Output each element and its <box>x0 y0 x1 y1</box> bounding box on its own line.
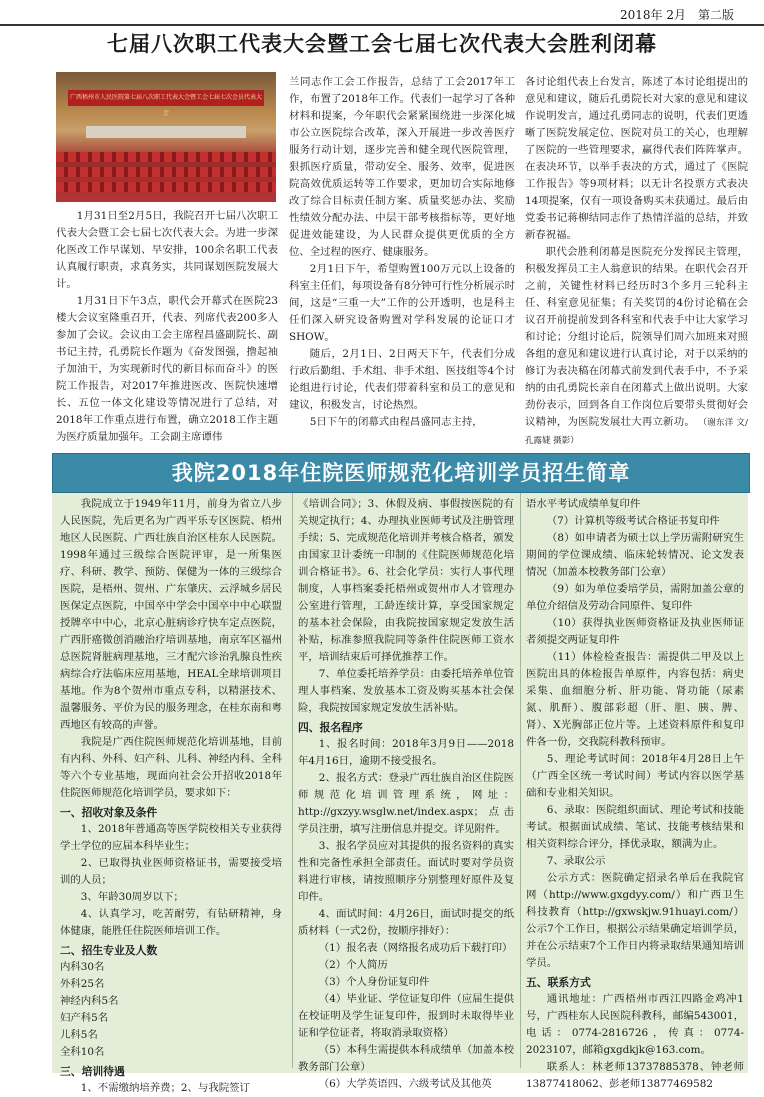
page-header <box>0 0 764 26</box>
meeting-photo <box>56 72 276 202</box>
paragraph: 1月31日至2月5日，我院召开七届八次职工代表大会暨工会七届七次代表大会。为进一步深化医改工作早谋划、早安排，100余名职工代表认真履行职责，求真务实，共同谋划医院发展大计。 <box>56 210 278 290</box>
list-item: 公示方式：医院确定招录名单后在我院官网（http://www.gxgdyy.com/）和广西卫生科技教育（http://gxwskjw.91huayi.com/）公示7个工作日，根据公示结果确定培训学员，并在公示结束7个工作日内将录取结果通知培训学员。 <box>526 872 744 969</box>
list-item: 外科25名 <box>60 978 105 990</box>
list-item: 内科30名 <box>60 961 105 973</box>
list-item: （1）报名表（网络报名成功后下载打印） <box>318 942 513 954</box>
photo-banner: 广西梧州市人民医院第七届八次职工代表大会暨工会七届七次会员代表大会 <box>68 90 264 106</box>
list-item: 2、报名方式：登录广西壮族自治区住院医师规范化培训管理系统，网址：http://gxzyy.wsglw.net/index.aspx；点击学员注册，填写注册信息并提交。详见附件。 <box>298 772 514 835</box>
article1-column-2 <box>289 74 515 431</box>
list-item: 3、年龄30周岁以下； <box>80 891 184 903</box>
paragraph: 兰同志作工会工作报告，总结了工会2017年工作，布置了2018年工作。代表们一起学习了各种材料和提案，今年职代会紧紧围绕进一步深化城市公立医院综合改革，深入开展进一步改善医疗服务行动计划，逐步完善和健全现代医院管理，狠抓医疗质量，带动安全、服务、效率，促进医院高效优质运转等工作要求，更加切合实际地修改了综合目标责任制方案、质量奖惩办法、奖励性绩效分配办法、中层干部考核指标等，更好地促进效能建设，为人民群众提供更优质的全方位、全过程的医疗、健康服务。 <box>289 76 515 258</box>
photo-seat-row <box>56 167 276 177</box>
paragraph: 各讨论组代表上台发言，陈述了本讨论组提出的意见和建议，随后孔勇院长对大家的意见和建议作说明发言，通过孔勇同志的说明，代表们更透晰了医院发展定位、医院对员工的关心，也理解了医院的一些管理要求，赢得代表们阵阵掌声。在表决环节，以举手表决的方式，通过了《医院工作报告》等9项材料；以无计名投票方式表决14项提案，仅有一项设备购买未获通过。最后由党委书记蒋柳结同志作了热情洋溢的总结，并致新春祝福。 <box>525 76 748 241</box>
list-item: 语水平考试成绩单复印件 <box>526 498 641 510</box>
list-item: （2）个人简历 <box>318 959 388 971</box>
recruitment-column-3 <box>526 496 744 1093</box>
paragraph: 随后，2月1日、2日两天下午，代表们分成行政后勤组、手术组、非手术组、医技组等4个讨论组进行讨论，代表们带着科室和员工的意见和建议，积极发言，讨论热烈。 <box>289 348 515 411</box>
list-item: 1、报名时间：2018年3月9日——2018年4月16日，逾期不接受报名。 <box>298 738 514 767</box>
photo-credit: （谢东洋 文/孔露婕 摄影） <box>525 418 748 446</box>
article1-column-3 <box>525 74 748 450</box>
list-item: （3）个人身份证复印件 <box>318 976 430 988</box>
paragraph: 7、单位委托培养学员：由委托培养单位管理人事档案、发放基本工资及购买基本社会保险，我院按国家规定发放生活补贴。 <box>298 668 514 714</box>
photo-podium <box>86 126 246 138</box>
list-item: （11）体检检查报告：需提供二甲及以上医院出具的体检报告单原件，内容包括：病史采集、血细胞分析、肝功能、肾功能（尿素氮、肌酐）、腹部彩超（肝、胆、胰、脾、肾）、X光胸部正位片等。上述资料原件和复印件各一份，交我院科教科预审。 <box>526 651 744 748</box>
recruitment-title-banner <box>52 453 750 493</box>
contact-address: 通讯地址：广西梧州市西江四路金鸡冲1号，广西桂东人民医院科教科，邮编543001，电话：0774-2816726，传真：0774-2023107，邮箱gxgdkjk@163.com。 <box>526 993 744 1056</box>
issue-date: 2018年 2月 第二版 <box>620 8 734 22</box>
list-item: 3、报名学员应对其提供的报名资料的真实性和完备性承担全部责任。面试时要对学员资料进行审核，请按照顺序分别整理好原件及复印件。 <box>298 840 514 903</box>
paragraph: 我院是广西住院医师规范化培训基地，目前有内科、外科、妇产科、儿科、神经内科、全科等六个专业基地，现面向社会公开招收2018年住院医师规范化培训学员，要求如下： <box>60 736 282 799</box>
paragraph: 5日下午的闭幕式由程昌盛同志主持， <box>309 416 483 428</box>
list-item: 儿科5名 <box>60 1029 98 1041</box>
list-item: （4）毕业证、学位证复印件（应届生提供在校证明及学生证复印件，报到时未取得毕业证和学位证者，将取消录取资格） <box>298 993 514 1039</box>
list-item: 7、录取公示 <box>546 855 606 867</box>
list-item: 1、不需缴纳培养费；2、与我院签订 <box>80 1082 250 1094</box>
section-heading: 五、联系方式 <box>526 976 591 989</box>
list-item: （6）大学英语四、六级考试及其他英 <box>318 1078 492 1090</box>
list-item: 4、认真学习，吃苦耐劳，有钻研精神，身体健康，能胜任住院医师培训工作。 <box>60 908 282 937</box>
list-item: 妇产科5名 <box>60 1012 109 1024</box>
section-heading: 三、培训待遇 <box>60 1065 125 1078</box>
section-heading: 二、招生专业及人数 <box>60 944 158 957</box>
article-title: 七届八次职工代表大会暨工会七届七次代表大会胜利闭幕 <box>107 31 657 56</box>
column-divider <box>292 493 293 1068</box>
list-item: （10）获得执业医师资格证及执业医师证者须提交两证复印件 <box>526 617 744 646</box>
list-item: （5）本科生需提供本科成绩单（加盖本校教务部门公章） <box>298 1044 514 1073</box>
paragraph: 我院成立于1949年11月，前身为省立八步人民医院，先后更名为广西平乐专区医院、梧州地区人民医院、广西壮族自治区桂东人民医院。1998年通过三级综合医院评审，是一所集医疗、科研、教学、预防、保健为一体的三级综合医院，是梧州、贺州、广东肇庆、云浮城乡居民医保定点医院，中国卒中学会中国卒中中心联盟授牌卒中中心，北京心脏病诊疗快车定点医院，广西肝癌微创消融治疗培训基地，南京军区福州总医院肾脏病理基地，三才配穴诊治乳腺良性疾病综合疗法临床应用基地，HEAL全球培训项目基地。作为8个贺州市重点专科，以精湛技术、温馨服务、平价为民的服务理念，在桂东南和粤西地区有较高的声誉。 <box>60 498 282 731</box>
list-item: 4、面试时间：4月26日，面试时提交的纸质材料（一式2份，按顺序排好）： <box>298 908 514 937</box>
paragraph: 2月1日下午，希望购置100万元以上设备的科室主任们，每项设备有8分钟可行性分析展示时间，这是“三重一大”工作的公开透明，也是科主任们深入研究设备购置对学科发展的论证口才SHOW。 <box>289 263 515 343</box>
paragraph: 《培训合同》；3、休假及病、事假按医院的有关规定执行；4、办理执业医师考试及注册管理手续；5、完成规范化培训并考核合格者，颁发由国家卫计委统一印制的《住院医师规范化培训合格证书》。6、社会化学员：实行人事代理制度，人事档案委托梧州或贺州市人才管理办公室进行管理，工龄连续计算，享受国家规定的基本社会保险，由我院按国家规定发放生活补贴，标准参照我院同等条件住院医师工资水平，培训结束后可择优推荐工作。 <box>298 498 514 663</box>
contact-persons: 联系人：林老师13737885378、钟老师13877418062、彭老师13877469582 <box>526 1061 744 1090</box>
list-item: 全科10名 <box>60 1046 105 1058</box>
article1-column-1 <box>56 208 278 446</box>
section-heading: 四、报名程序 <box>298 721 363 734</box>
list-item: （7）计算机等级考试合格证书复印件 <box>546 515 720 527</box>
list-item: （8）如申请者为硕士以上学历需附研究生期间的学位课成绩、临床轮转情况、论文发表情况（加盖本校教务部门公章） <box>526 532 744 578</box>
recruitment-title: 我院2018年住院医师规范化培训学员招生简章 <box>171 461 631 485</box>
paragraph <box>525 244 748 450</box>
list-item: 1、2018年普通高等医学院校相关专业获得学士学位的应届本科毕业生； <box>60 823 282 852</box>
photo-seat-row <box>56 182 276 192</box>
list-item: 6、录取：医院组织面试、理论考试和技能考试。根据面试成绩、笔试、技能考核结果和相关资料综合评分，择优录取，额满为止。 <box>526 804 744 850</box>
list-item: 神经内科5名 <box>60 995 119 1007</box>
photo-seat-row <box>56 152 276 162</box>
section-heading: 一、招收对象及条件 <box>60 806 158 819</box>
column-divider <box>520 493 521 1068</box>
list-item: 2、已取得执业医师资格证书，需要接受培训的人员； <box>60 857 282 886</box>
list-item: 5、理论考试时间：2018年4月28日上午（广西全区统一考试时间）考试内容以医学基础和专业相关知识。 <box>526 753 744 799</box>
recruitment-column-1 <box>60 496 282 1097</box>
list-item: （9）如为单位委培学员，需附加盖公章的单位介绍信及劳动合同原件、复印件 <box>526 583 744 612</box>
recruitment-column-2 <box>298 496 514 1093</box>
paragraph-text: 职代会胜利闭幕是医院充分发挥民主管理，积极发挥员工主人翁意识的结果。在职代会召开之前，关键性材料已经历时3个多月三轮科主任、科室意见征集；有关奖罚的4份讨论稿在会议召开前提前发到各科室和代表手中让大家学习和讨论；分组讨论后，院领导们周六加班来对照各组的意见和建议进行认真讨论，对于以采纳的修订为表决稿在闭幕式前发到代表手中，不予采纳的由孔勇院长亲自在闭幕式上做出说明。大家劲份表示，回到各自工作岗位后要带头贯彻好会议精神，为医院发展壮大再立新功。 <box>525 246 748 428</box>
paragraph: 1月31日下午3点，职代会开幕式在医院23楼大会议室隆重召开，代表、列席代表200多人参加了会议。会议由工会主席程昌盛副院长、副书记主持，孔勇院长作题为《奋发图强，撸起袖子加油干，为实现新时代的新目标而奋斗》的医院工作报告，对2017年推进医改、医院快速增长、五位一体文化建设等情况进行了总结，对2018年工作重点进行布置，确立2018工作主题为医疗质量加强年。工会副主席谭伟 <box>56 295 278 443</box>
